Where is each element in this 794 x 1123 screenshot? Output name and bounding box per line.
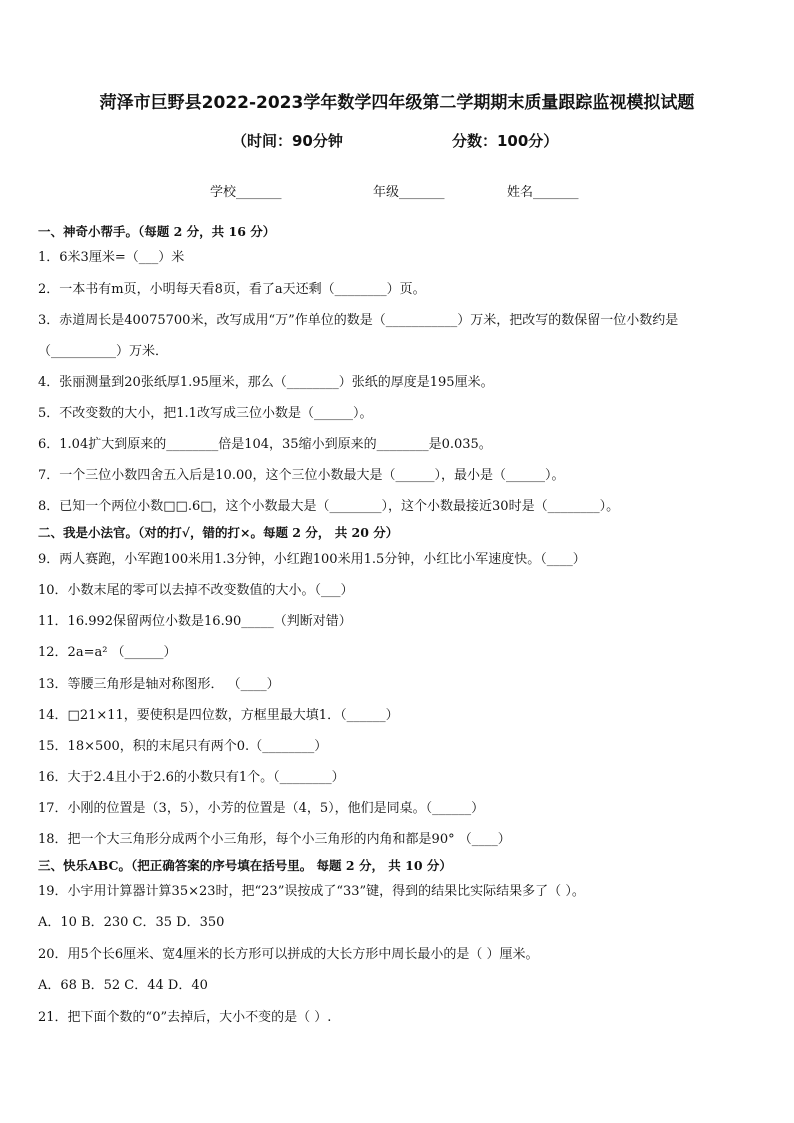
question-2: 2．一本书有m页，小明每天看8页，看了a天还剩（________）页。 xyxy=(38,282,426,297)
question-5: 5．不改变数的大小，把1.1改写成三位小数是（______）。 xyxy=(38,406,373,421)
question-18: 18．把一个大三角形分成两个小三角形，每个小三角形的内角和都是90° （____） xyxy=(38,832,511,847)
question-13: 13．等腰三角形是轴对称图形． （____） xyxy=(38,677,280,692)
question-1: 1．6米3厘米=（___）米 xyxy=(38,250,185,265)
exam-time: （时间：90分钟 xyxy=(232,132,343,150)
question-14: 14．□21×11，要使积是四位数，方框里最大填1．（______） xyxy=(38,708,399,723)
section-heading-1: 一、神奇小帮手。（每题 2 分，共 16 分） xyxy=(38,224,276,239)
section-heading-3: 三、快乐ABC。（把正确答案的序号填在括号里。 每题 2 分， 共 10 分） xyxy=(38,858,452,873)
school-field: 学校_______ xyxy=(210,185,282,200)
question-21: 21．把下面个数的“0”去掉后，大小不变的是（ ）. xyxy=(38,1010,332,1025)
question-8: 8．已知一个两位小数□□.6□，这个小数最大是（________），这个小数最接近30时是（________）。 xyxy=(38,499,620,514)
question-11: 11．16.992保留两位小数是16.90_____（判断对错） xyxy=(38,614,352,629)
question-12: 12．2a=a² （______） xyxy=(38,645,177,660)
question-20-options: A．68 B．52 C．44 D．40 xyxy=(38,978,208,993)
question-3: 3．赤道周长是40075700米，改写成用“万”作单位的数是（___________）万米，把改写的数保留一位小数约是 xyxy=(38,313,679,328)
exam-title: 菏泽市巨野县2022-2023学年数学四年级第二学期期末质量跟踪监视模拟试题 xyxy=(99,93,695,113)
question-7: 7．一个三位小数四舍五入后是10.00，这个三位小数最大是（______），最小是（______）。 xyxy=(38,468,565,483)
question-15: 15．18×500，积的末尾只有两个0.（________） xyxy=(38,739,328,754)
grade-field: 年级_______ xyxy=(373,185,445,200)
question-3-cont: （__________）万米． xyxy=(38,344,169,359)
exam-score: 分数：100分） xyxy=(452,132,559,150)
question-17: 17．小刚的位置是（3，5），小芳的位置是（4，5），他们是同桌。（______） xyxy=(38,801,485,816)
name-field: 姓名_______ xyxy=(507,185,579,200)
question-4: 4．张丽测量到20张纸厚1.95厘米，那么（________）张纸的厚度是195厘米。 xyxy=(38,375,494,390)
question-19: 19．小宇用计算器计算35×23时，把“23”误按成了“33”键，得到的结果比实际结果多了（ ）。 xyxy=(38,884,585,899)
question-6: 6．1.04扩大到原来的________倍是104，35缩小到原来的________是0.035。 xyxy=(38,437,492,452)
section-heading-2: 二、我是小法官。（对的打√，错的打×。每题 2 分， 共 20 分） xyxy=(38,525,399,540)
question-10: 10．小数末尾的零可以去掉不改变数值的大小。（___） xyxy=(38,583,354,598)
question-19-options: A．10 B．230 C．35 D．350 xyxy=(38,915,225,930)
question-9: 9．两人赛跑，小军跑100米用1.3分钟，小红跑100米用1.5分钟，小红比小军速度快。（____） xyxy=(38,552,586,567)
question-16: 16．大于2.4且小于2.6的小数只有1个。（________） xyxy=(38,770,345,785)
question-20: 20．用5个长6厘米、宽4厘米的长方形可以拼成的大长方形中周长最小的是（ ）厘米。 xyxy=(38,947,539,962)
